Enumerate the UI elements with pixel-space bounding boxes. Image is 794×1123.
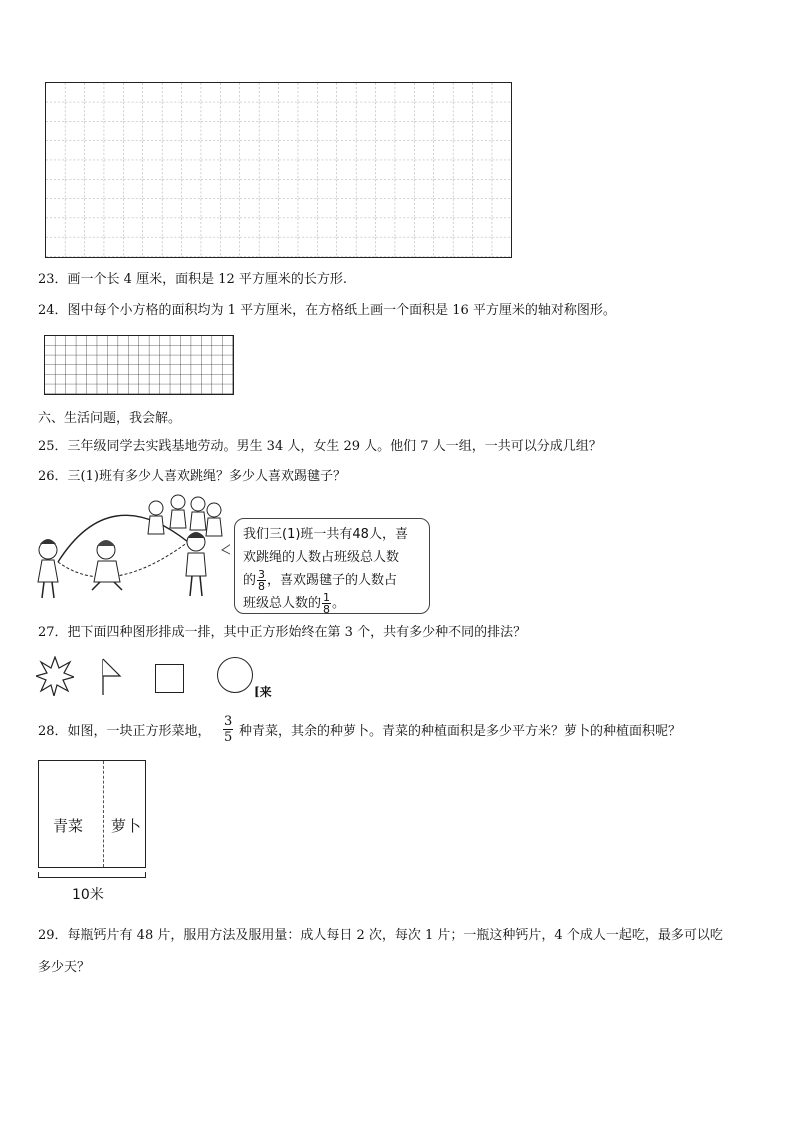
fraction-shuttlecock: [322, 592, 331, 615]
section-6-heading: 六、生活问题，我会解。: [38, 411, 182, 426]
dotted-grid-large[interactable]: [45, 82, 512, 258]
bubble-line-3-post: ，喜欢踢毽子的人数占: [267, 573, 398, 588]
fraction-jump-rope: [257, 569, 266, 592]
bubble-line-4: [243, 592, 423, 615]
bubble-line-1: 我们三(1)班一共有48人，喜: [243, 527, 408, 542]
bubble-line-3: [243, 569, 423, 592]
children-jump-rope-illustration: [30, 490, 230, 602]
question-26: 26．三(1)班有多少人喜欢跳绳？多少人喜欢踢毽子？: [38, 469, 346, 484]
fraction-numerator: 3: [224, 714, 233, 729]
fraction-denominator: 8: [323, 603, 331, 616]
bubble-line-4-post: 。: [332, 596, 346, 611]
source-mark: [来: [254, 685, 272, 699]
radish-label: 萝卜: [111, 817, 142, 835]
cabbage-label: 青菜: [53, 817, 84, 835]
circle-shape-icon: [217, 657, 253, 693]
bubble-line-3-pre: 的: [243, 573, 257, 588]
question-29-line-1: 29．每瓶钙片有 48 片，服用方法及服用量：成人每日 2 次，每次 1 片；一瓶这种钙片，4 个成人一起吃，最多可以吃: [38, 928, 723, 943]
fraction-denominator: 5: [224, 730, 233, 745]
question-25: 25．三年级同学去实践基地劳动。男生 34 人，女生 29 人。他们 7 人一组，一共可以分成几组？: [38, 439, 602, 454]
question-28-part-2: 种青菜，其余的种萝卜。青菜的种植面积是多少平方米？萝卜的种植面积呢？: [239, 724, 682, 739]
fraction-denominator: 8: [258, 580, 266, 593]
speech-bubble: [234, 518, 430, 614]
question-27: 27．把下面四种图形排成一排，其中正方形始终在第 3 个，共有多少种不同的排法？: [38, 625, 527, 640]
dimension-label: 10米: [72, 887, 104, 903]
fraction-numerator: 3: [258, 568, 266, 581]
star-shape-icon: [36, 656, 74, 696]
question-24: 24．图中每个小方格的面积均为 1 平方厘米，在方格纸上画一个面积是 16 平方厘米的轴对称图形。: [38, 303, 616, 318]
square-shape-icon: [155, 664, 184, 693]
square-grid-small[interactable]: [44, 335, 234, 395]
dimension-bracket: [38, 872, 146, 878]
fraction-numerator: 1: [323, 591, 331, 604]
plot-divider: [103, 761, 104, 867]
fraction-cabbage: [223, 714, 233, 745]
square-garden-diagram: [38, 760, 146, 868]
flag-shape-icon: [100, 658, 124, 696]
question-29-line-2: 多少天？: [38, 960, 91, 975]
question-23: 23．画一个长 4 厘米，面积是 12 平方厘米的长方形.: [38, 272, 348, 287]
bubble-line-4-pre: 班级总人数的: [243, 596, 322, 611]
question-28-part-1: 28．如图，一块正方形菜地，: [38, 724, 211, 739]
bubble-line-2: 欢跳绳的人数占班级总人数: [243, 550, 400, 565]
